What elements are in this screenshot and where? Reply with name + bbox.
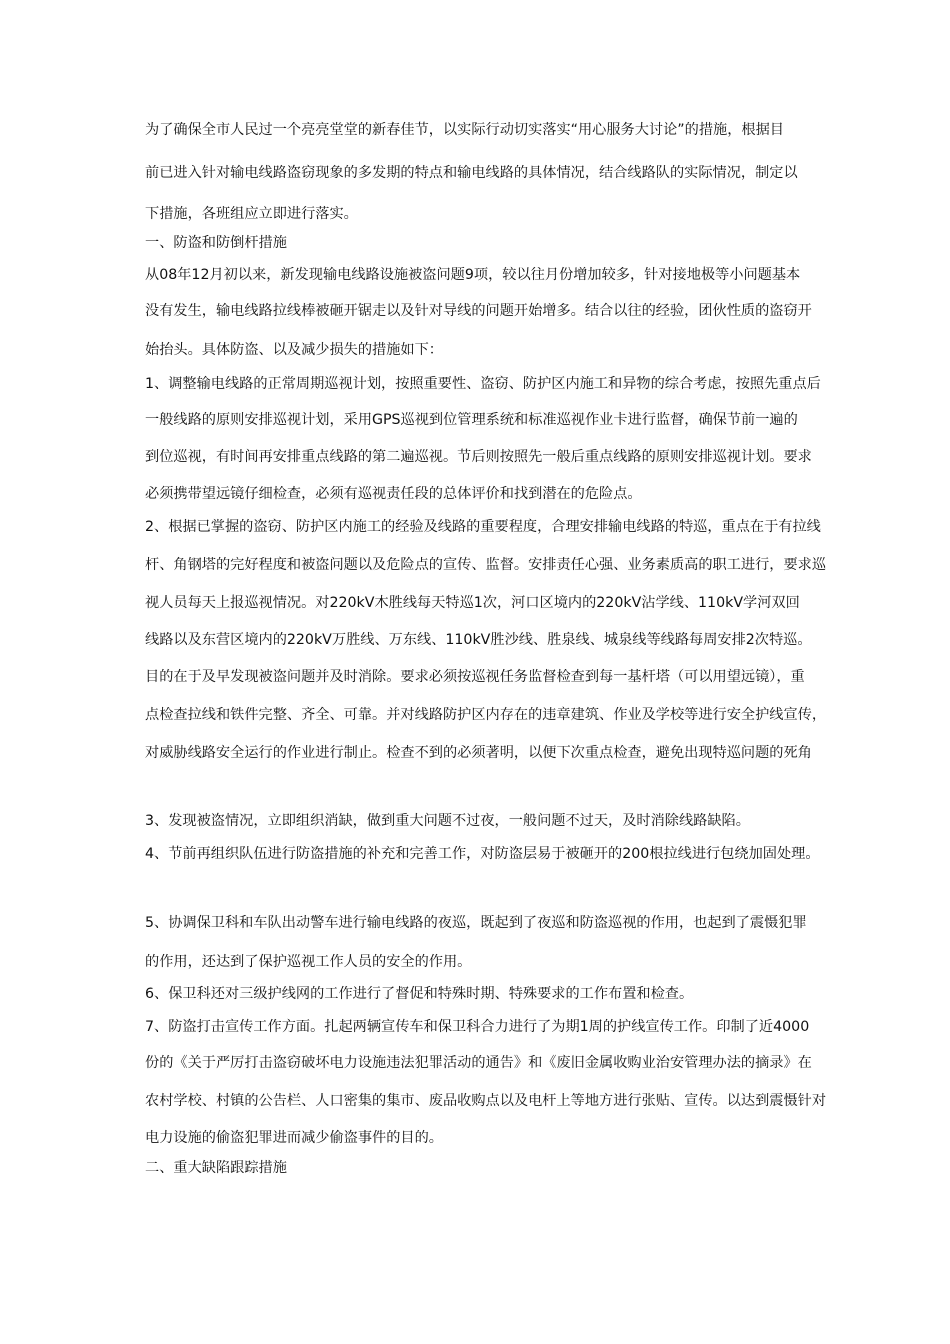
text-line: 杆、角钢塔的完好程度和被盗问题以及危险点的宣传、监督。安排责任心强、业务素质高的职工进行，要求巡 xyxy=(145,557,827,573)
text-line: 电力设施的偷盗犯罪进而减少偷盗事件的目的。 xyxy=(145,1130,443,1146)
text-line: 目的在于及早发现被盗问题并及时消除。要求必须按巡视任务监督检查到每一基杆塔（可以用望远镜），重 xyxy=(145,669,805,685)
text-line: 始抬头。具体防盗、以及减少损失的措施如下： xyxy=(145,342,443,358)
text-line: 必须携带望远镜仔细检查，必须有巡视责任段的总体评价和找到潜在的危险点。 xyxy=(145,486,642,502)
text-line: 线路以及东营区境内的220kV万胜线、万东线、110kV胜沙线、胜泉线、城泉线等线路每周安排2次特巡。 xyxy=(145,632,812,648)
text-line: 为了确保全市人民过一个亮亮堂堂的新春佳节，以实际行动切实落实“用心服务大讨论”的措施，根据目 xyxy=(145,122,784,138)
text-line: 没有发生，输电线路拉线棒被砸开锯走以及针对导线的问题开始增多。结合以往的经验，团伙性质的盗窃开 xyxy=(145,303,812,319)
text-line: 4、节前再组织队伍进行防盗措施的补充和完善工作，对防盗层易于被砸开的200根拉线进行包绕加固处理。 xyxy=(145,846,820,862)
section-heading: 一、防盗和防倒杆措施 xyxy=(145,235,287,251)
text-line: 的作用，还达到了保护巡视工作人员的安全的作用。 xyxy=(145,954,472,970)
text-line: 份的《关于严厉打击盗窃破坏电力设施违法犯罪活动的通告》和《废旧金属收购业治安管理办法的摘录》在 xyxy=(145,1055,812,1071)
text-line: 7、防盗打击宣传工作方面。扎起两辆宣传车和保卫科合力进行了为期1周的护线宣传工作。印制了近4000 xyxy=(145,1019,810,1035)
text-line: 6、保卫科还对三级护线网的工作进行了督促和特殊时期、特殊要求的工作布置和检查。 xyxy=(145,986,694,1002)
text-line: 一般线路的原则安排巡视计划，采用GPS巡视到位管理系统和标准巡视作业卡进行监督，确保节前一遍的 xyxy=(145,412,798,428)
text-line: 从08年12月初以来，新发现输电线路设施被盗问题9项，较以往月份增加较多，针对接地极等小问题基本 xyxy=(145,267,801,283)
text-line: 3、发现被盗情况，立即组织消缺，做到重大问题不过夜，一般问题不过天，及时消除线路缺陷。 xyxy=(145,813,750,829)
section-heading: 二、重大缺陷跟踪措施 xyxy=(145,1160,287,1176)
text-line: 点检查拉线和铁件完整、齐全、可靠。并对线路防护区内存在的违章建筑、作业及学校等进行安全护线宣传， xyxy=(145,707,827,723)
text-line: 下措施，各班组应立即进行落实。 xyxy=(145,206,358,222)
text-line: 2、根据已掌握的盗窃、防护区内施工的经验及线路的重要程度，合理安排输电线路的特巡，重点在于有拉线 xyxy=(145,519,821,535)
text-line: 农村学校、村镇的公告栏、人口密集的集市、废品收购点以及电杆上等地方进行张贴、宣传。以达到震慑针对 xyxy=(145,1093,827,1109)
text-line: 对威胁线路安全运行的作业进行制止。检查不到的必须著明，以便下次重点检查，避免出现特巡问题的死角 xyxy=(145,745,812,761)
text-line: 视人员每天上报巡视情况。对220kV木胜线每天特巡1次，河口区境内的220kV沾学线、110kV学河双回 xyxy=(145,595,800,611)
text-line: 5、协调保卫科和车队出动警车进行输电线路的夜巡，既起到了夜巡和防盗巡视的作用，也起到了震慑犯罪 xyxy=(145,915,807,931)
text-line: 前已进入针对输电线路盗窃现象的多发期的特点和输电线路的具体情况，结合线路队的实际情况，制定以 xyxy=(145,165,798,181)
text-line: 1、调整输电线路的正常周期巡视计划，按照重要性、盗窃、防护区内施工和异物的综合考虑，按照先重点后 xyxy=(145,376,821,392)
text-line: 到位巡视，有时间再安排重点线路的第二遍巡视。节后则按照先一般后重点线路的原则安排巡视计划。要求 xyxy=(145,449,812,465)
